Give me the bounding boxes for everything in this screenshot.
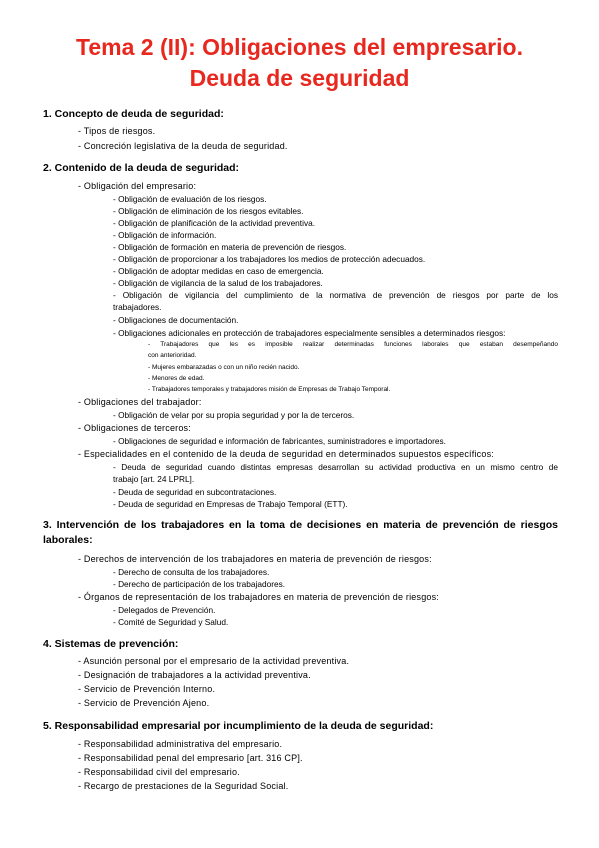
list-item: - Derecho de participación de los trabajadores. [113, 579, 286, 589]
list-item: - Responsabilidad administrativa del empresario. [78, 739, 283, 749]
list-item: - Obligación de adoptar medidas en caso de emergencia. [113, 266, 324, 276]
list-item: - Obligaciones de documentación. [113, 315, 239, 325]
list-item: - Asunción personal por el empresario de la actividad preventiva. [78, 656, 350, 666]
list-item: - Deuda de seguridad en Empresas de Trabajo Temporal (ETT). [113, 499, 348, 509]
list-item: - Tipos de riesgos. [78, 126, 156, 136]
list-item: - Obligaciones adicionales en protección de trabajadores especialmente sensibles a determinados riesgos: [113, 328, 506, 338]
list-item: - Obligaciones del trabajador: [78, 397, 202, 407]
list-item: - Responsabilidad penal del empresario [art. 316 CP]. [78, 753, 303, 763]
list-item-continuation: trabajo [art. 24 LPRL]. [113, 474, 195, 484]
list-item: - Servicio de Prevención Ajeno. [78, 698, 210, 708]
list-item: - Obligación de información. [113, 230, 217, 240]
list-item: - Responsabilidad civil del empresario. [78, 767, 240, 777]
list-item: - Delegados de Prevención. [113, 605, 216, 615]
list-item: - Obligación de vigilancia de la salud de los trabajadores. [113, 278, 323, 288]
list-item: - Comité de Seguridad y Salud. [113, 617, 229, 627]
list-item: - Trabajadores que les es imposible realizar determinadas funciones laborales que estaban desempeñando [148, 341, 558, 348]
list-item: - Obligaciones de seguridad e información de fabricantes, suministradores e importadores. [113, 436, 446, 446]
list-item: - Obligación de evaluación de los riesgos. [113, 194, 267, 204]
list-item: - Obligación de formación en materia de prevención de riesgos. [113, 242, 347, 252]
list-item: - Derecho de consulta de los trabajadores. [113, 567, 270, 577]
list-item: - Derechos de intervención de los trabajadores en materia de prevención de riesgos: [78, 554, 432, 564]
list-item: - Recargo de prestaciones de la Seguridad Social. [78, 781, 289, 791]
title-line-2: Deuda de seguridad [189, 65, 410, 91]
section-heading-5: 5. Responsabilidad empresarial por incumplimiento de la deuda de seguridad: [43, 720, 434, 732]
list-item: - Especialidades en el contenido de la deuda de seguridad en determinados supuestos específicos: [78, 449, 494, 459]
section-heading-4: 4. Sistemas de prevención: [43, 638, 179, 650]
list-item-continuation: con anterioridad. [148, 352, 197, 359]
list-item: - Obligación del empresario: [78, 181, 197, 191]
list-item: - Trabajadores temporales y trabajadores misión de Empresas de Trabajo Temporal. [148, 386, 391, 393]
list-item: - Deuda de seguridad cuando distintas empresas desarrollan su actividad productiva en un mismo centro de [113, 462, 558, 472]
list-item: - Deuda de seguridad en subcontrataciones. [113, 487, 277, 497]
list-item: - Menores de edad. [148, 375, 205, 382]
list-item: - Obligaciones de terceros: [78, 423, 191, 433]
section-heading-1: 1. Concepto de deuda de seguridad: [43, 108, 224, 120]
list-item: - Designación de trabajadores a la actividad preventiva. [78, 670, 311, 680]
list-item: - Obligación de proporcionar a los trabajadores los medios de protección adecuados. [113, 254, 426, 264]
section-heading-3: 3. Intervención de los trabajadores en la toma de decisiones en materia de prevención de riesgos [43, 519, 558, 531]
list-item: - Concreción legislativa de la deuda de seguridad. [78, 141, 288, 151]
title-line-1: Tema 2 (II): Obligaciones del empresario. [76, 34, 523, 60]
section-heading-2: 2. Contenido de la deuda de seguridad: [43, 162, 240, 174]
list-item: - Órganos de representación de los trabajadores en materia de prevención de riesgos: [78, 592, 440, 602]
list-item: - Obligación de vigilancia del cumplimiento de la normativa de prevención de riesgos por parte de los [113, 290, 558, 300]
list-item: - Obligación de eliminación de los riesgos evitables. [113, 206, 304, 216]
list-item: - Obligación de velar por su propia seguridad y por la de terceros. [113, 410, 355, 420]
section-heading-3-continuation: laborales: [43, 534, 93, 546]
list-item: - Mujeres embarazadas o con un niño recién nacido. [148, 364, 300, 371]
list-item: - Obligación de planificación de la actividad preventiva. [113, 218, 316, 228]
list-item: - Servicio de Prevención Interno. [78, 684, 216, 694]
list-item-continuation: trabajadores. [113, 302, 162, 312]
